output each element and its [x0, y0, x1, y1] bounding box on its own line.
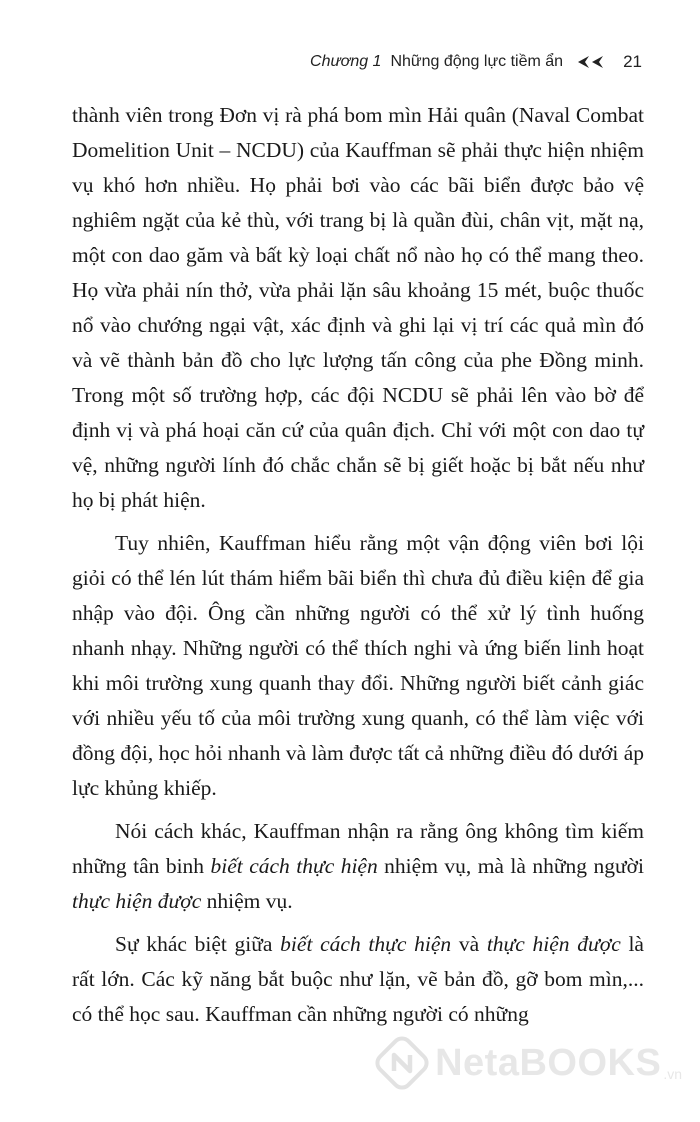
paragraph [72, 526, 644, 806]
paragraph [72, 98, 644, 518]
paragraph [72, 927, 644, 1032]
text-run: nhiệm vụ. [201, 889, 293, 913]
italic-phrase: biết cách thực hiện [280, 932, 452, 956]
chapter-title: Những động lực tiềm ẩn [390, 53, 564, 70]
text-run: Sự khác biệt giữa [115, 932, 281, 956]
double-chevron-left-icon [575, 54, 607, 70]
watermark-suffix: .vn [663, 1066, 682, 1082]
italic-phrase: thực hiện được [72, 889, 202, 913]
text-run: nhiệm vụ, mà là những người [377, 854, 644, 878]
paragraph [72, 814, 644, 919]
text-run: thành viên trong Đơn vị rà phá bom mìn Hải quân (Naval Combat Domelition Unit – NCDU) của Kauffman sẽ phải thực hiện nhiệm vụ khó hơn nhiều. Họ phải bơi vào các bãi biển được bảo vệ nghiêm ngặt của kẻ thù, với trang bị là quần đùi, chân vịt, mặt nạ, một con dao găm và bất kỳ loại chất nổ nào họ có thể mang theo. Họ vừa phải nín thở, vừa phải lặn sâu khoảng 15 mét, buộc thuốc nổ vào chướng ngại vật, xác định và ghi lại vị trí các quả mìn đó và vẽ thành bản đồ cho lực lượng tấn công của phe Đồng minh. Trong một số trường hợp, các đội NCDU sẽ phải lên vào bờ để định vị và phá hoại căn cứ của quân địch. Chỉ với một con dao tự vệ, những người lính đó chắc chắn sẽ bị giết hoặc bị bắt nếu như họ bị phát hiện. [72, 103, 644, 512]
text-run: Nói cách khác, Kauffman nhận ra rằng ông không tìm kiếm những tân binh [72, 819, 644, 878]
page-number: 21 [623, 52, 642, 71]
netabooks-watermark [375, 1036, 682, 1090]
italic-phrase: biết cách thực hiện [210, 854, 378, 878]
italic-phrase: thực hiện được [486, 932, 621, 956]
text-run: Tuy nhiên, Kauffman hiểu rằng một vận động viên bơi lội giỏi có thể lén lút thám hiểm bãi biển thì chưa đủ điều kiện để gia nhập vào đội. Ông cần những người có thể xử lý tình huống nhanh nhạy. Những người có thể thích nghi và ứng biến linh hoạt khi môi trường xung quanh thay đổi. Những người biết cảnh giác với nhiều yếu tố của môi trường xung quanh, có thể làm việc với đồng đội, học hỏi nhanh và làm được tất cả những điều đó dưới áp lực khủng khiếp. [72, 531, 644, 800]
text-run: là rất lớn. Các kỹ năng bắt buộc như lặn, vẽ bản đồ, gỡ bom mìn,... có thể học sau. Kauffman cần những người có những [72, 932, 644, 1026]
body-text [72, 98, 644, 1040]
watermark-text: NetaBOOKS [435, 1041, 662, 1084]
netabooks-logo-icon [375, 1036, 429, 1090]
chapter-label: Chương 1 [310, 53, 382, 70]
text-run: và [451, 932, 487, 956]
running-head [310, 48, 642, 76]
